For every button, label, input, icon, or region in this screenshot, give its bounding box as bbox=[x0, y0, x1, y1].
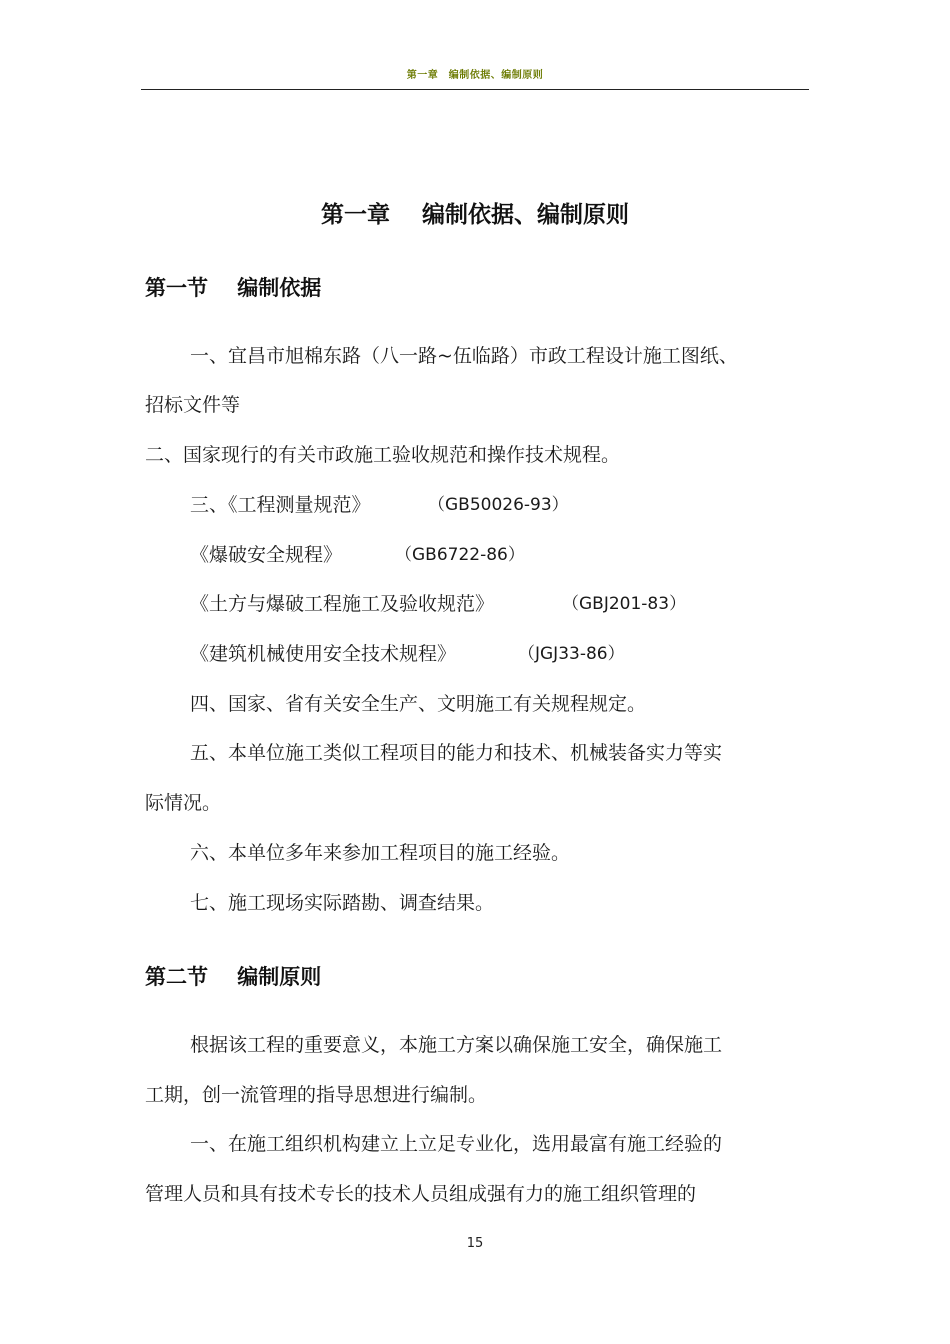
header-rule bbox=[141, 89, 809, 90]
standard-name: 《爆破安全规程》 bbox=[190, 544, 343, 566]
paragraph-line: 七、施工现场实际踏勘、调查结果。 bbox=[190, 892, 495, 914]
paragraph-line: 根据该工程的重要意义，本施工方案以确保施工安全，确保施工 bbox=[190, 1034, 723, 1056]
standard-code: （GBJ201-83） bbox=[562, 594, 687, 614]
chapter-title: 第一章 编制依据、编制原则 bbox=[320, 202, 630, 228]
paragraph-line: 一、在施工组织机构建立上立足专业化，选用最富有施工经验的 bbox=[190, 1133, 723, 1155]
standard-name: 《建筑机械使用安全技术规程》 bbox=[190, 643, 457, 665]
paragraph-line: 五、本单位施工类似工程项目的能力和技术、机械装备实力等实 bbox=[190, 742, 723, 764]
paragraph-line: 四、国家、省有关安全生产、文明施工有关规程规定。 bbox=[190, 693, 647, 715]
paragraph-line: 管理人员和具有技术专长的技术人员组成强有力的施工组织管理的 bbox=[145, 1183, 697, 1205]
standard-name: 三、《工程测量规范》 bbox=[190, 494, 371, 516]
paragraph-line: 一、宜昌市旭棉东路（八一路~伍临路）市政工程设计施工图纸、 bbox=[190, 345, 738, 367]
paragraph-line: 际情况。 bbox=[145, 792, 222, 814]
standard-code: （JGJ33-86） bbox=[518, 644, 625, 664]
running-header: 第一章 编制依据、编制原则 bbox=[406, 70, 544, 81]
page-number: 15 bbox=[466, 1236, 484, 1251]
paragraph-line: 二、国家现行的有关市政施工验收规范和操作技术规程。 bbox=[145, 444, 621, 466]
section-heading-2: 第二节 编制原则 bbox=[145, 965, 322, 989]
standard-code: （GB50026-93） bbox=[428, 495, 569, 515]
paragraph-line: 工期，创一流管理的指导思想进行编制。 bbox=[145, 1084, 488, 1106]
paragraph-line: 招标文件等 bbox=[145, 394, 241, 416]
section-heading-1: 第一节 编制依据 bbox=[145, 276, 322, 300]
standard-name: 《土方与爆破工程施工及验收规范》 bbox=[190, 593, 495, 615]
paragraph-line: 六、本单位多年来参加工程项目的施工经验。 bbox=[190, 842, 571, 864]
standard-code: （GB6722-86） bbox=[395, 545, 525, 565]
